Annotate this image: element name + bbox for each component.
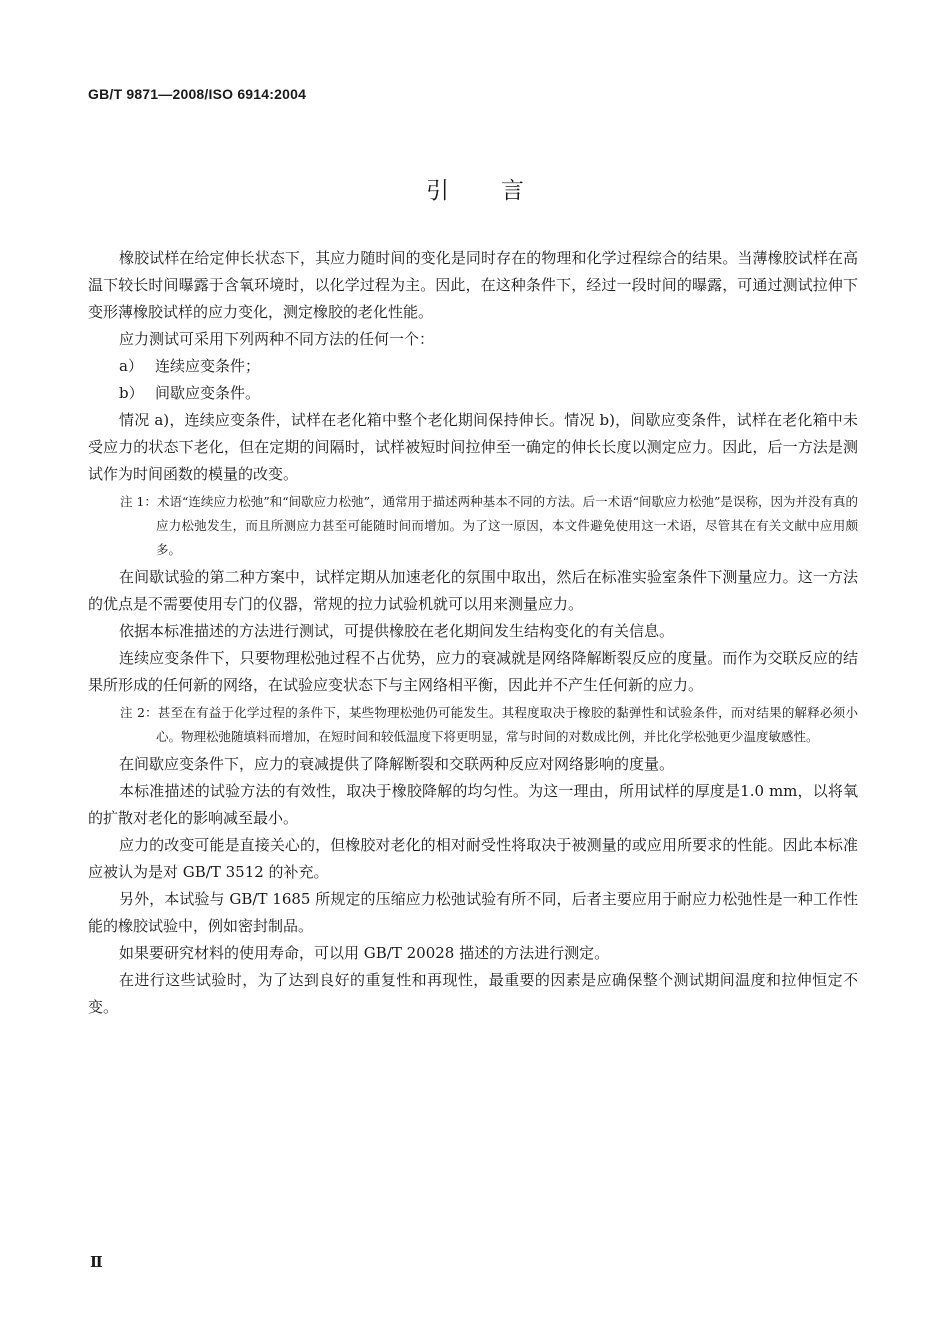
paragraph-9: 应力的改变可能是直接关心的，但橡胶对老化的相对耐受性将取决于被测量的或应用所要求的性能。因此本标准应被认为是对 GB/T 3512 的补充。 (88, 836, 858, 881)
list-text-a: 连续应变条件； (155, 357, 261, 375)
paragraph-3: 情况 a)，连续应变条件，试样在老化箱中整个老化期间保持伸长。情况 b)，间歇应变条件，试样在老化箱中未受应力的状态下老化，但在定期的间隔时，试样被短时间拉伸至一确定的伸长长度以测定应力。因此，后一方法是测试作为时间函数的模量的改变。 (88, 411, 858, 483)
main-content (88, 245, 858, 1021)
paragraph-5: 依据本标准描述的方法进行测试，可提供橡胶在老化期间发生结构变化的有关信息。 (119, 622, 675, 640)
paragraph-6: 连续应变条件下，只要物理松弛过程不占优势，应力的衰减就是网络降解断裂反应的度量。而作为交联反应的结果所形成的任何新的网络，在试验应变状态下与主网络相平衡，因此并不产生任何新的应力。 (88, 649, 858, 694)
note-2: 注 2：甚至在有益于化学过程的条件下，某些物理松弛仍可能发生。其程度取决于橡胶的黏弹性和试验条件，而对结果的解释必须小心。物理松弛随填料而增加，在短时间和较低温度下将更明显，常与时间的对数成比例，并比化学松弛更少温度敏感性。 (120, 705, 858, 744)
paragraph-7: 在间歇应变条件下，应力的衰减提供了降解断裂和交联两种反应对网络影响的度量。 (119, 755, 675, 773)
page-number: Ⅱ (90, 1253, 103, 1271)
note-1: 注 1：术语“连续应力松弛”和“间歇应力松弛”，通常用于描述两种基本不同的方法。后一术语“间歇应力松弛”是误称，因为并没有真的应力松弛发生，而且所测应力甚至可能随时间而增加。为了这一原因，本文件避免使用这一术语，尽管其在有关文献中应用颇多。 (120, 494, 858, 557)
list-item-a (88, 353, 858, 380)
page-title: 引言 (426, 178, 576, 204)
paragraph-1: 橡胶试样在给定伸长状态下，其应力随时间的变化是同时存在的物理和化学过程综合的结果。当薄橡胶试样在高温下较长时间曝露于含氧环境时，以化学过程为主。因此，在这种条件下，经过一段时间的曝露，可通过测试拉伸下变形薄橡胶试样的应力变化，测定橡胶的老化性能。 (88, 249, 858, 321)
list-text-b: 间歇应变条件。 (155, 384, 261, 402)
paragraph-2: 应力测试可采用下列两种不同方法的任何一个： (119, 330, 435, 348)
paragraph-10: 另外，本试验与 GB/T 1685 所规定的压缩应力松弛试验有所不同，后者主要应用于耐应力松弛性是一种工作性能的橡胶试验中，例如密封制品。 (88, 890, 858, 935)
paragraph-8: 本标准描述的试验方法的有效性，取决于橡胶降解的均匀性。为这一理由，所用试样的厚度是1.0 mm，以将氧的扩散对老化的影响减至最小。 (88, 782, 858, 827)
list-marker-b: b） (119, 384, 144, 402)
paragraph-11: 如果要研究材料的使用寿命，可以用 GB/T 20028 描述的方法进行测定。 (119, 944, 610, 962)
paragraph-4: 在间歇试验的第二种方案中，试样定期从加速老化的氛围中取出，然后在标准实验室条件下测量应力。这一方法的优点是不需要使用专门的仪器，常规的拉力试验机就可以用来测量应力。 (88, 568, 858, 613)
paragraph-12: 在进行这些试验时，为了达到良好的重复性和再现性，最重要的因素是应确保整个测试期间温度和拉伸恒定不变。 (88, 971, 858, 1016)
list-item-b (88, 380, 858, 407)
list-marker-a: a） (119, 357, 143, 375)
standard-id-header: GB/T 9871—2008/ISO 6914:2004 (88, 86, 307, 102)
